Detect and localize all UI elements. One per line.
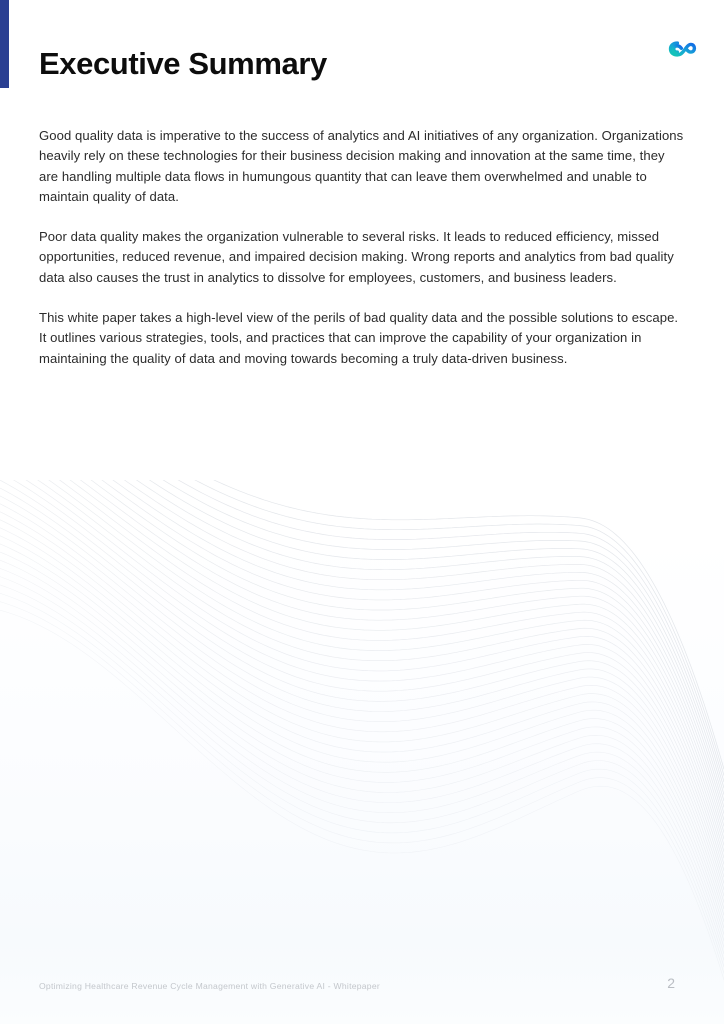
footer-page-number: 2 [667, 975, 675, 991]
page-title: Executive Summary [39, 46, 327, 81]
body-copy [39, 126, 687, 369]
infinity-loop-icon [668, 38, 698, 60]
left-accent-bar [0, 0, 9, 88]
paragraph-3: This white paper takes a high-level view of the perils of bad quality data and the possible solutions to escape. It outlines various strategies, tools, and practices that can improve the capability of your organization in maintaining the quality of data and moving towards becoming a truly data-driven business. [39, 310, 679, 366]
paragraph-1: Good quality data is imperative to the success of analytics and AI initiatives of any organization. Organizations heavily rely on these technologies for their business decision making and innovation at the same time, they are handling multiple data flows in humungous quantity that can leave them overwhelmed and unable to maintain quality of data. [39, 128, 684, 204]
page-footer [0, 960, 724, 1024]
footer-document-title: Optimizing Healthcare Revenue Cycle Management with Generative AI - Whitepaper [39, 981, 380, 991]
paragraph-2: Poor data quality makes the organization vulnerable to several risks. It leads to reduced efficiency, missed opportunities, reduced revenue, and impaired decision making. Wrong reports and analytics from bad quality data also causes the trust in analytics to dissolve for employees, customers, and business leaders. [39, 229, 674, 285]
flowing-wave-lines-decoration [0, 480, 724, 1024]
